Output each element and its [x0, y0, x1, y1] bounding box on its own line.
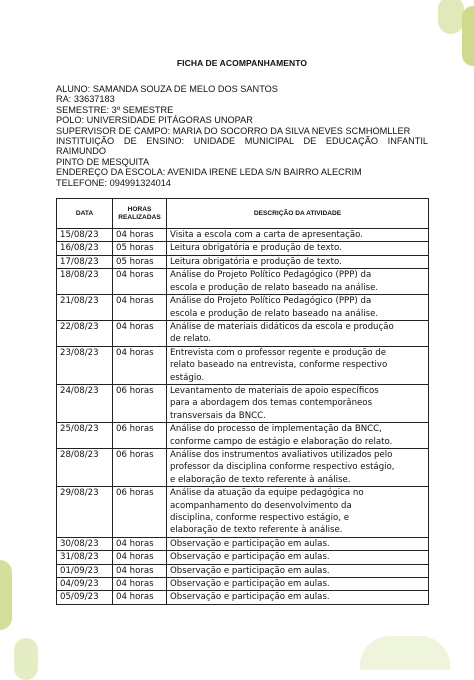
description-line: escola e produção de relato baseado na análise. [170, 308, 379, 319]
cell-date: 24/08/23 [57, 384, 113, 422]
table-row [57, 551, 429, 564]
cell-hours: 04 horas [113, 295, 167, 321]
description-line: relato baseado na entrevista, conforme respectivo [170, 360, 388, 371]
description-line: professor da disciplina conforme respectivo estágio, [170, 462, 395, 473]
table-body [57, 229, 429, 605]
table-row [57, 229, 429, 242]
cell-description [167, 423, 429, 449]
cell-date: 29/08/23 [57, 487, 113, 538]
student-name: ALUNO: SAMANDA SOUZA DE MELO DOS SANTOS [56, 84, 278, 94]
table-row [57, 384, 429, 422]
cell-description [167, 255, 429, 268]
decorative-shape-bottom-left-2 [14, 638, 38, 680]
cell-date: 30/08/23 [57, 537, 113, 550]
description-line: Observação e participação em aulas. [170, 565, 330, 576]
table-row [57, 448, 429, 486]
table-row [57, 269, 429, 295]
cell-hours: 06 horas [113, 384, 167, 422]
header-description: DESCRIÇÃO DA ATIVIDADE [167, 199, 429, 229]
cell-hours: 05 horas [113, 255, 167, 268]
cell-hours: 06 horas [113, 423, 167, 449]
cell-description [167, 551, 429, 564]
cell-date: 25/08/23 [57, 423, 113, 449]
cell-description [167, 384, 429, 422]
description-line: Análise do Projeto Político Pedagógico (PPP) da [170, 296, 372, 307]
institution-line-1: INSTITUIÇÃO DE ENSINO: UNIDADE MUNICIPAL DE EDUCAÇÃO INFANTIL RAIMUNDO [56, 136, 428, 157]
description-line: conforme campo de estágio e elaboração do relato. [170, 436, 393, 447]
cell-hours: 04 horas [113, 564, 167, 577]
cell-date: 31/08/23 [57, 551, 113, 564]
description-line: Observação e participação em aulas. [170, 538, 330, 549]
description-line: disciplina, conforme respectivo estágio, e [170, 513, 349, 523]
table-row [57, 346, 429, 384]
table-row [57, 423, 429, 449]
description-line: Observação e participação em aulas. [170, 579, 330, 590]
description-line: transversais da BNCC. [170, 410, 266, 421]
cell-date: 28/08/23 [57, 448, 113, 486]
cell-description [167, 537, 429, 550]
description-line: Entrevista com o professor regente e produção de [170, 347, 387, 358]
cell-description [167, 448, 429, 486]
document-title: FICHA DE ACOMPANHAMENTO [176, 58, 308, 68]
description-line: Leitura obrigatória e produção de texto. [170, 256, 342, 267]
cell-description [167, 320, 429, 346]
description-line: Leitura obrigatória e produção de texto. [170, 243, 342, 254]
cell-date: 18/08/23 [57, 269, 113, 295]
description-line: Observação e participação em aulas. [170, 592, 330, 603]
cell-hours: 04 horas [113, 537, 167, 550]
student-info-block [56, 84, 428, 188]
description-line: escola e produção de relato baseado na análise. [170, 282, 379, 293]
field-supervisor: SUPERVISOR DE CAMPO: MARIA DO SOCORRO DA SILVA NEVES SCMHOMLLER [56, 125, 411, 136]
cell-hours: 06 horas [113, 448, 167, 486]
description-line: Análise do Projeto Político Pedagógico (PPP) da [170, 270, 372, 281]
activity-table [56, 198, 429, 605]
cell-date: 04/09/23 [57, 578, 113, 591]
header-hours [113, 199, 167, 229]
header-hours-line-2: REALIZADAS [118, 213, 161, 221]
cell-description [167, 229, 429, 242]
cell-hours: 06 horas [113, 487, 167, 538]
student-ra: RA: 33637183 [56, 94, 115, 105]
table-row [57, 295, 429, 321]
description-line: Análise do processo de implementação da BNCC, [170, 424, 382, 435]
description-line: Observação e participação em aulas. [170, 552, 330, 563]
cell-hours: 04 horas [113, 591, 167, 604]
decorative-shape-bottom-left [0, 560, 12, 630]
description-line: acompanhamento do desenvolvimento da [170, 500, 352, 511]
description-line: e elaboração de texto referente à análise. [170, 474, 351, 485]
cell-date: 21/08/23 [57, 295, 113, 321]
table-row [57, 537, 429, 550]
table-row [57, 578, 429, 591]
cell-description [167, 578, 429, 591]
decorative-shape-bottom-right [360, 636, 450, 670]
decorative-shape-top-right-2 [462, 6, 474, 66]
description-line: Análise da atuação da equipe pedagógica no [170, 488, 364, 499]
description-line: elaboração de texto referente à análise. [170, 525, 343, 536]
cell-description [167, 564, 429, 577]
cell-date: 17/08/23 [57, 255, 113, 268]
institution-line-2: PINTO DE MESQUITA [56, 156, 150, 167]
document-page [56, 58, 428, 605]
polo: POLO: UNIVERSIDADE PITÁGORAS UNOPAR [56, 115, 253, 126]
header-date: DATA [57, 199, 113, 229]
cell-description [167, 487, 429, 538]
cell-hours: 04 horas [113, 346, 167, 384]
description-line: Análise de materiais didáticos da escola e produção [170, 321, 394, 332]
table-header-row [57, 199, 429, 229]
description-line: Levantamento de materiais de apoio específicos [170, 385, 379, 396]
description-line: Visita a escola com a carta de apresentação. [170, 230, 363, 241]
cell-description [167, 269, 429, 295]
cell-hours: 04 horas [113, 578, 167, 591]
cell-hours: 04 horas [113, 551, 167, 564]
header-hours-line-1: HORAS [127, 205, 152, 213]
cell-description [167, 591, 429, 604]
description-line: para a abordagem dos temas contemporâneos [170, 398, 373, 409]
school-address: ENDEREÇO DA ESCOLA: AVENIDA IRENE LEDA S/N BAIRRO ALECRIM [56, 167, 362, 178]
semester: SEMESTRE: 3º SEMESTRE [56, 104, 174, 115]
table-row [57, 564, 429, 577]
table-row [57, 255, 429, 268]
cell-date: 16/08/23 [57, 242, 113, 255]
decorative-shape-top-right [438, 0, 464, 34]
cell-description [167, 242, 429, 255]
cell-hours: 04 horas [113, 269, 167, 295]
description-line: Análise dos instrumentos avaliativos utilizados pelo [170, 449, 393, 460]
cell-hours: 04 horas [113, 320, 167, 346]
cell-hours: 04 horas [113, 229, 167, 242]
cell-date: 05/09/23 [57, 591, 113, 604]
phone: TELEFONE: 094991324014 [56, 177, 171, 188]
table-row [57, 487, 429, 538]
description-line: de relato. [170, 334, 211, 345]
cell-description [167, 346, 429, 384]
cell-date: 15/08/23 [57, 229, 113, 242]
cell-date: 23/08/23 [57, 346, 113, 384]
table-row [57, 320, 429, 346]
cell-description [167, 295, 429, 321]
cell-date: 01/09/23 [57, 564, 113, 577]
cell-hours: 05 horas [113, 242, 167, 255]
cell-date: 22/08/23 [57, 320, 113, 346]
description-line: estágio. [170, 372, 205, 383]
table-row [57, 242, 429, 255]
table-row [57, 591, 429, 604]
